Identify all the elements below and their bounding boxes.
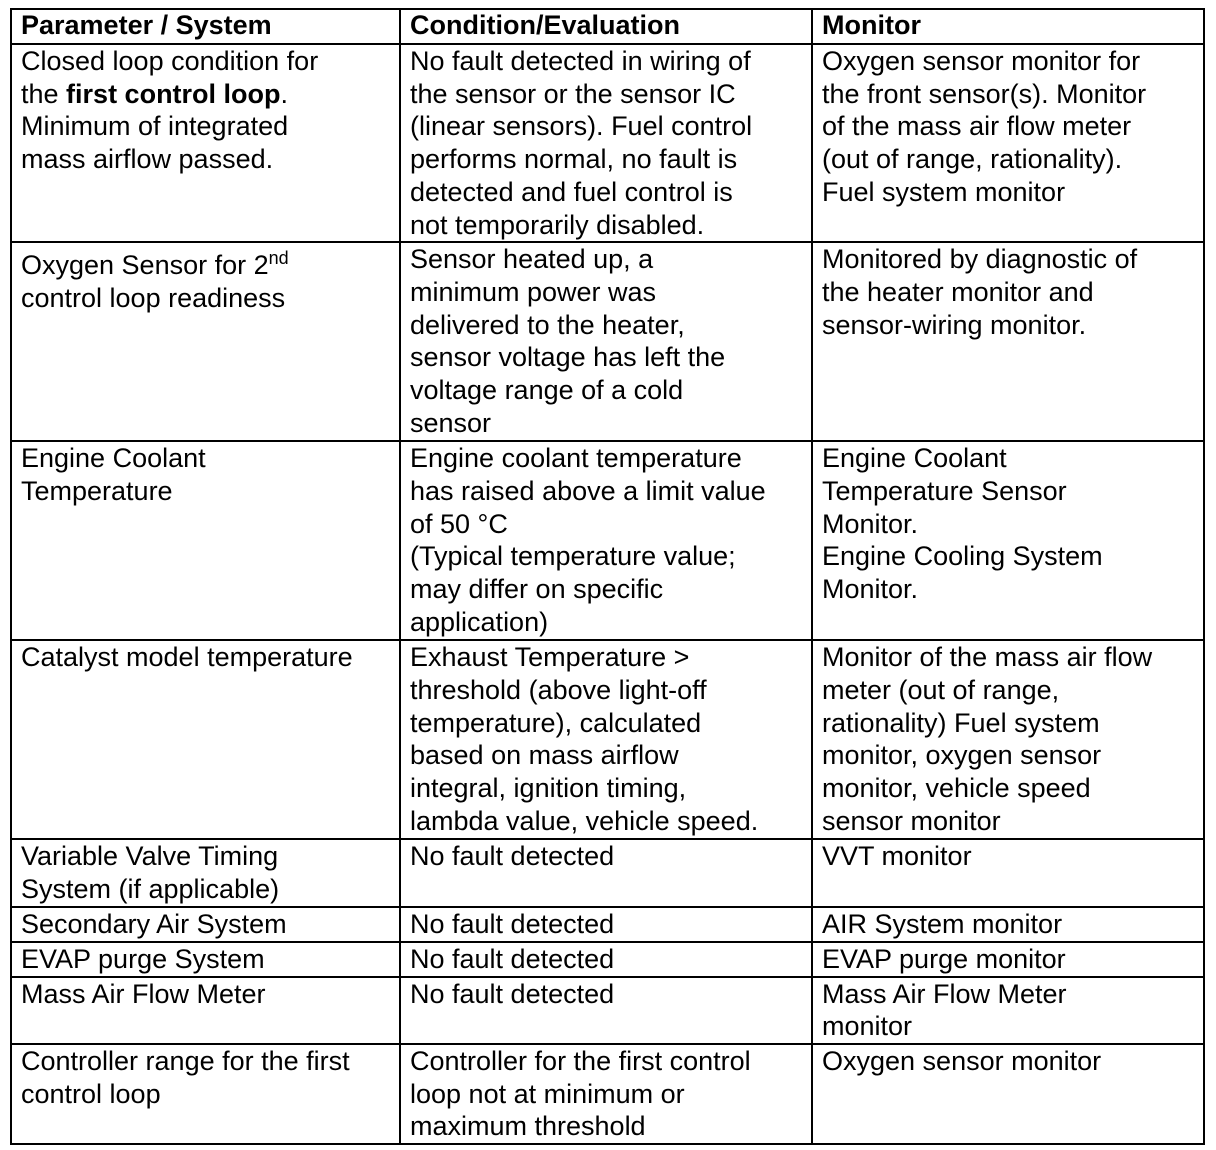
cell-line: of the mass air flow meter	[822, 111, 1132, 142]
cell-line: application)	[410, 606, 549, 637]
cell-line: Monitor.	[822, 574, 919, 605]
parameter-cell	[11, 977, 400, 1044]
cell-line: monitor, vehicle speed	[822, 773, 1091, 804]
monitor-cell	[812, 44, 1204, 242]
cell-line: (out of range, rationality).	[822, 144, 1123, 175]
header-parameter: Parameter / System	[11, 9, 400, 44]
header-row	[11, 9, 1204, 44]
condition-cell	[400, 942, 812, 977]
cell-line: meter (out of range,	[822, 674, 1060, 705]
table-row	[11, 977, 1204, 1044]
monitor-cell	[812, 1044, 1204, 1144]
cell-line: Catalyst model temperature	[21, 642, 353, 673]
readiness-table	[10, 8, 1205, 1145]
cell-line: lambda value, vehicle speed.	[410, 805, 759, 836]
parameter-cell	[11, 44, 400, 242]
condition-cell	[400, 44, 812, 242]
cell-line: sensor voltage has left the	[410, 342, 726, 373]
header-condition: Condition/Evaluation	[400, 9, 812, 44]
cell-line: Exhaust Temperature >	[410, 642, 690, 673]
cell-line: voltage range of a cold	[410, 375, 684, 406]
cell-line: monitor, oxygen sensor	[822, 740, 1102, 771]
cell-line: sensor monitor	[822, 805, 1001, 836]
cell-line	[21, 78, 391, 111]
cell-line: may differ on specific	[410, 574, 664, 605]
parameter-cell	[11, 839, 400, 906]
cell-line: maximum threshold	[410, 1111, 646, 1142]
superscript: nd	[268, 248, 289, 269]
cell-line: rationality) Fuel system	[822, 707, 1100, 738]
cell-line: temperature), calculated	[410, 707, 702, 738]
cell-line: (Typical temperature value;	[410, 541, 736, 572]
cell-line: delivered to the heater,	[410, 309, 685, 340]
cell-line: Fuel system monitor	[822, 176, 1066, 207]
cell-line: Secondary Air System	[21, 908, 287, 939]
cell-line: Temperature Sensor	[822, 475, 1067, 506]
parameter-cell	[11, 640, 400, 839]
condition-cell	[400, 839, 812, 906]
condition-cell	[400, 977, 812, 1044]
condition-cell	[400, 1044, 812, 1144]
cell-line: control loop readiness	[21, 282, 286, 313]
cell-line: the front sensor(s). Monitor	[822, 78, 1147, 109]
cell-line: sensor-wiring monitor.	[822, 309, 1087, 340]
cell-line: EVAP purge System	[21, 943, 265, 974]
cell-line: loop not at minimum or	[410, 1078, 685, 1109]
monitor-cell	[812, 839, 1204, 906]
parameter-cell	[11, 242, 400, 441]
cell-text: .	[280, 78, 289, 109]
cell-line: Controller range for the first	[21, 1046, 350, 1077]
cell-line: No fault detected	[410, 943, 615, 974]
cell-line: VVT monitor	[822, 841, 972, 872]
cell-line: No fault detected	[410, 978, 615, 1009]
cell-line: Controller for the first control	[410, 1046, 751, 1077]
cell-line: EVAP purge monitor	[822, 943, 1066, 974]
parameter-cell	[11, 907, 400, 942]
cell-line: Minimum of integrated	[21, 111, 289, 142]
parameter-cell	[11, 942, 400, 977]
table-row	[11, 907, 1204, 942]
monitor-cell	[812, 907, 1204, 942]
cell-line	[21, 243, 391, 282]
cell-line: Monitor of the mass air flow	[822, 642, 1153, 673]
parameter-cell	[11, 1044, 400, 1144]
cell-line: No fault detected	[410, 908, 615, 939]
cell-line: (linear sensors). Fuel control	[410, 111, 753, 142]
condition-cell	[400, 907, 812, 942]
cell-line: threshold (above light-off	[410, 674, 707, 705]
cell-line: Temperature	[21, 475, 173, 506]
cell-text: the	[21, 78, 67, 109]
cell-line: based on mass airflow	[410, 740, 679, 771]
condition-cell	[400, 640, 812, 839]
monitor-cell	[812, 977, 1204, 1044]
cell-line: Oxygen sensor monitor	[822, 1046, 1102, 1077]
cell-line: Engine Coolant	[21, 443, 206, 474]
cell-line: AIR System monitor	[822, 908, 1063, 939]
cell-line: sensor	[410, 407, 492, 438]
monitor-cell	[812, 942, 1204, 977]
cell-text: Oxygen Sensor for 2	[21, 250, 269, 281]
cell-line: No fault detected	[410, 841, 615, 872]
cell-line: has raised above a limit value	[410, 475, 766, 506]
cell-line: control loop	[21, 1078, 161, 1109]
cell-line: Engine Cooling System	[822, 541, 1103, 572]
condition-cell	[400, 441, 812, 640]
cell-line: Monitor.	[822, 508, 919, 539]
cell-line: of 50 °C	[410, 508, 508, 539]
monitor-cell	[812, 441, 1204, 640]
cell-line: Mass Air Flow Meter	[21, 978, 266, 1009]
cell-line: monitor	[822, 1011, 913, 1042]
cell-line: Mass Air Flow Meter	[822, 978, 1067, 1009]
header-monitor: Monitor	[812, 9, 1204, 44]
cell-line: integral, ignition timing,	[410, 773, 687, 804]
cell-line: Sensor heated up, a	[410, 244, 654, 275]
monitor-cell	[812, 242, 1204, 441]
cell-line: detected and fuel control is	[410, 176, 733, 207]
table-row	[11, 839, 1204, 906]
cell-line: the heater monitor and	[822, 276, 1094, 307]
table-row	[11, 640, 1204, 839]
cell-line: not temporarily disabled.	[410, 209, 705, 240]
cell-line: performs normal, no fault is	[410, 144, 738, 175]
cell-line: minimum power was	[410, 276, 657, 307]
cell-line: System (if applicable)	[21, 873, 280, 904]
cell-line: Engine coolant temperature	[410, 443, 742, 474]
cell-line: Engine Coolant	[822, 443, 1007, 474]
bold-term: first control loop	[66, 78, 281, 109]
table-row	[11, 1044, 1204, 1144]
cell-line: the sensor or the sensor IC	[410, 78, 736, 109]
cell-line: Variable Valve Timing	[21, 841, 279, 872]
table-row	[11, 441, 1204, 640]
table-row	[11, 44, 1204, 242]
cell-line: Oxygen sensor monitor for	[822, 46, 1141, 76]
parameter-cell	[11, 441, 400, 640]
cell-line: No fault detected in wiring of	[410, 46, 751, 76]
cell-line: mass airflow passed.	[21, 144, 274, 175]
condition-cell	[400, 242, 812, 441]
table-row	[11, 942, 1204, 977]
table-row	[11, 242, 1204, 441]
cell-line: Monitored by diagnostic of	[822, 244, 1138, 275]
monitor-cell	[812, 640, 1204, 839]
cell-line: Closed loop condition for	[21, 46, 319, 76]
